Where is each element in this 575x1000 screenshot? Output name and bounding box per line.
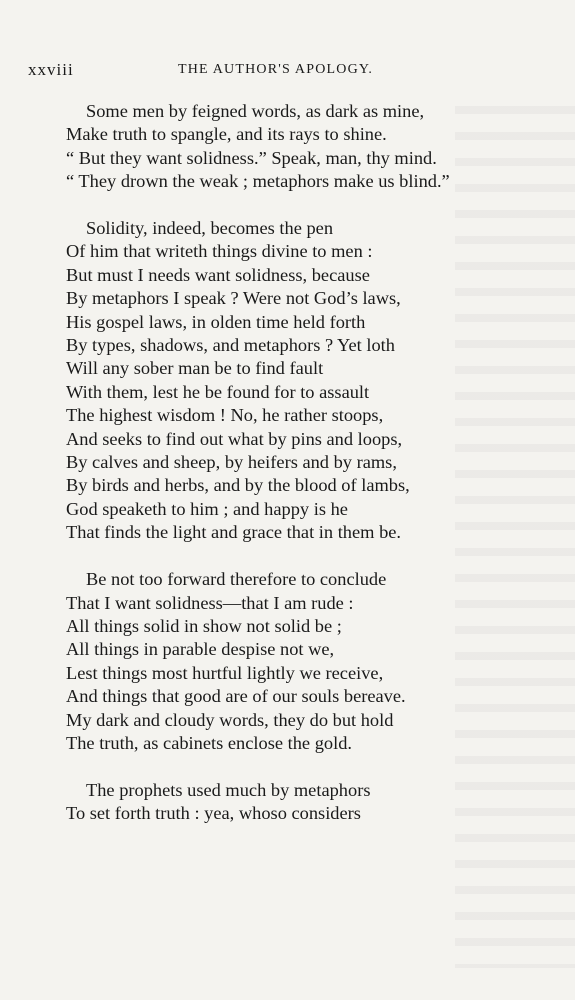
poem-line: Of him that writeth things divine to men :	[66, 241, 373, 262]
poem-line: God speaketh to him ; and happy is he	[66, 498, 348, 519]
poem-line: By birds and herbs, and by the blood of lambs,	[66, 475, 410, 496]
poem-line: “ They drown the weak ; metaphors make us blind.”	[66, 171, 450, 192]
poem-line: My dark and cloudy words, they do but hold	[66, 709, 394, 730]
poem-line: By metaphors I speak ? Were not God’s laws,	[66, 288, 401, 309]
stanza	[66, 217, 536, 545]
poem-line: Make truth to spangle, and its rays to shine.	[66, 124, 387, 145]
poem-line: Will any sober man be to find fault	[66, 358, 324, 379]
poem-line: That finds the light and grace that in them be.	[66, 522, 402, 543]
poem-line: “ But they want solidness.” Speak, man, thy mind.	[66, 147, 437, 168]
running-head	[28, 60, 533, 84]
poem-text	[66, 100, 536, 849]
poem-line: By calves and sheep, by heifers and by rams,	[66, 452, 397, 473]
running-title: THE AUTHOR'S APOLOGY.	[178, 62, 374, 77]
poem-line: That I want solidness—that I am rude :	[66, 592, 354, 613]
poem-line: Be not too forward therefore to conclude	[86, 569, 387, 590]
poem-line: And seeks to find out what by pins and loops,	[66, 428, 403, 449]
page-number: xxviii	[28, 60, 74, 79]
poem-line: The highest wisdom ! No, he rather stoops,	[66, 405, 384, 426]
poem-line: His gospel laws, in olden time held forth	[66, 311, 366, 332]
poem-line: The prophets used much by metaphors	[86, 779, 371, 800]
poem-line: To set forth truth : yea, whoso considers	[66, 803, 361, 824]
poem-line: The truth, as cabinets enclose the gold.	[66, 732, 352, 753]
poem-line: By types, shadows, and metaphors ? Yet loth	[66, 335, 395, 356]
poem-line: And things that good are of our souls bereave.	[66, 686, 406, 707]
poem-line: All things solid in show not solid be ;	[66, 615, 342, 636]
poem-line: But must I needs want solidness, because	[66, 264, 370, 285]
poem-line: Solidity, indeed, becomes the pen	[86, 218, 334, 239]
stanza	[66, 100, 536, 194]
stanza	[66, 779, 536, 826]
poem-line: With them, lest he be found for to assault	[66, 381, 370, 402]
poem-line: Some men by feigned words, as dark as mine,	[86, 101, 425, 121]
stanza	[66, 568, 536, 755]
poem-line: Lest things most hurtful lightly we receive,	[66, 662, 384, 683]
poem-line: All things in parable despise not we,	[66, 639, 335, 660]
